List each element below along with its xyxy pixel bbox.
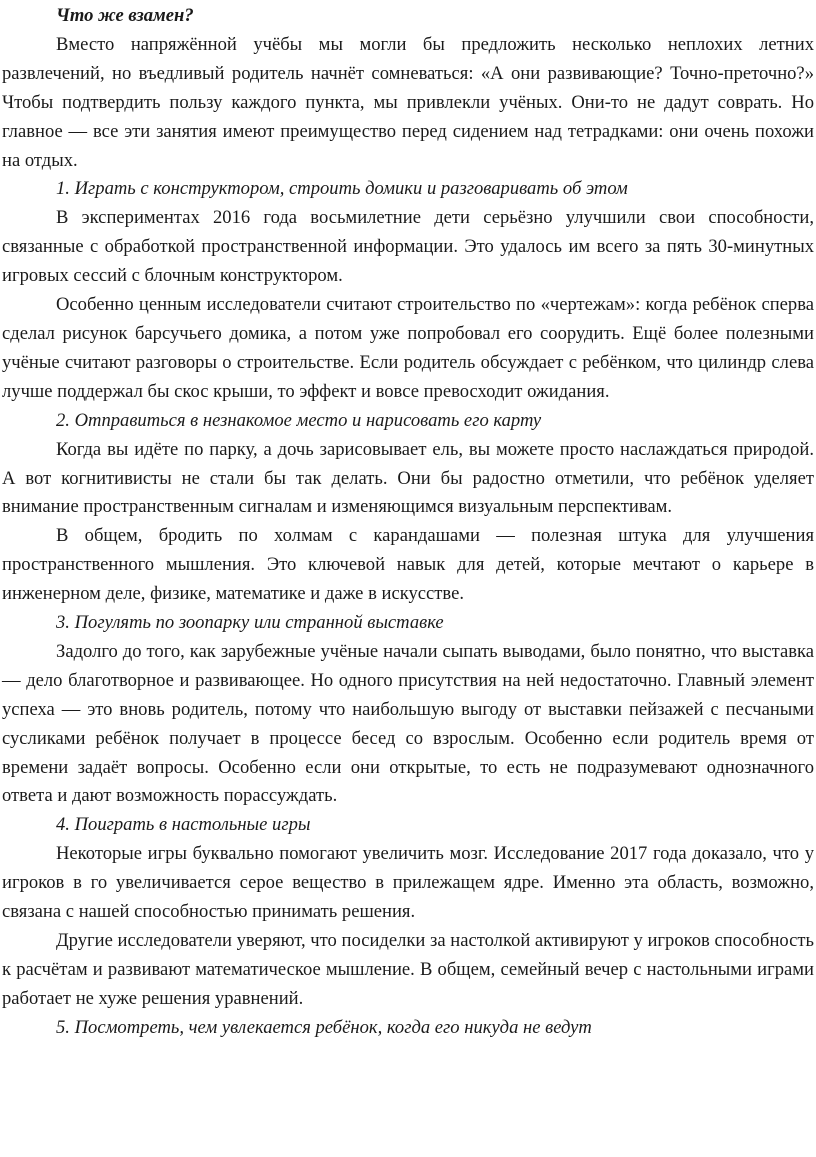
section-2-paragraph-2: В общем, бродить по холмам с карандашами — полезная штука для улучшения пространственного мышления. Это ключевой навык для детей, которые мечтают о карьере в инженерном деле, физике, математике и даже в искусстве. (2, 525, 814, 605)
section-heading-1: 1. Играть с конструктором, строить домики и разговаривать об этом (56, 178, 628, 200)
page-title: Что же взамен? (56, 5, 194, 26)
intro-paragraph: Вместо напряжённой учёбы мы могли бы предложить несколько неплохих летних развлечений, но въедливый родитель начнёт сомневаться: «А они развивающие? Точно-преточно?» Чтобы подтвердить пользу каждого пункта, мы привлекли учёных. Они-то не дадут соврать. Но главное — все эти занятия имеют преимущество перед сидением над тетрадками: они очень похожи на отдых. (2, 33, 814, 171)
section-heading-5: 5. Посмотреть, чем увлекается ребёнок, когда его никуда не ведут (56, 1016, 592, 1038)
section-1-paragraph-2: Особенно ценным исследователи считают строительство по «чертежам»: когда ребёнок сперва сделал рисунок барсучьего домика, а потом уже попробовал его соорудить. Ещё более полезными учёные считают разговоры о строительстве. Если родитель обсуждает с ребёнком, что цилиндр слева лучше поддержал бы скос крыши, то эффект и вовсе превосходит ожидания. (2, 294, 814, 402)
section-4-paragraph-2: Другие исследователи уверяют, что посиделки за настолкой активируют у игроков способность к расчётам и развивают математическое мышление. В общем, семейный вечер с настольными играми работает не хуже решения уравнений. (2, 930, 815, 1009)
section-2-paragraph-1: Когда вы идёте по парку, а дочь зарисовывает ель, вы можете просто наслаждаться природой. А вот когнитивисты не стали бы так делать. Они бы радостно отметили, что ребёнок уделяет внимание пространственным сигналам и изменяющимся визуальным перспективам. (2, 438, 814, 518)
section-heading-2: 2. Отправиться в незнакомое место и нарисовать его карту (56, 409, 542, 431)
section-1-paragraph-1: В экспериментах 2016 года восьмилетние дети серьёзно улучшили свои способности, связанные с обработкой пространственной информации. Это удалось им всего за пять 30-минутных игровых сессий с блочным конструктором. (2, 207, 814, 287)
section-3-paragraph-1: Задолго до того, как зарубежные учёные начали сыпать выводами, было понятно, что выставка — дело благотворное и развивающее. Но одного присутствия на ней недостаточно. Главный элемент успеха — это вновь родитель, потому что наибольшую выгоду от выставки пейзажей с песчаными сусликами ребёнок получает в процессе бесед со взрослым. Особенно если родитель время от времени задаёт вопросы. Особенно если они открытые, то есть не подразумевают однозначного ответа и дают возможность порассуждать. (2, 640, 814, 807)
section-4-paragraph-1: Некоторые игры буквально помогают увеличить мозг. Исследование 2017 года доказало, что у игроков в го увеличивается серое вещество в прилежащем ядре. Именно эта область, возможно, связана с нашей способностью принимать решения. (2, 843, 814, 923)
section-heading-3: 3. Погулять по зоопарку или странной выставке (56, 612, 444, 634)
section-heading-4: 4. Поиграть в настольные игры (56, 814, 311, 836)
